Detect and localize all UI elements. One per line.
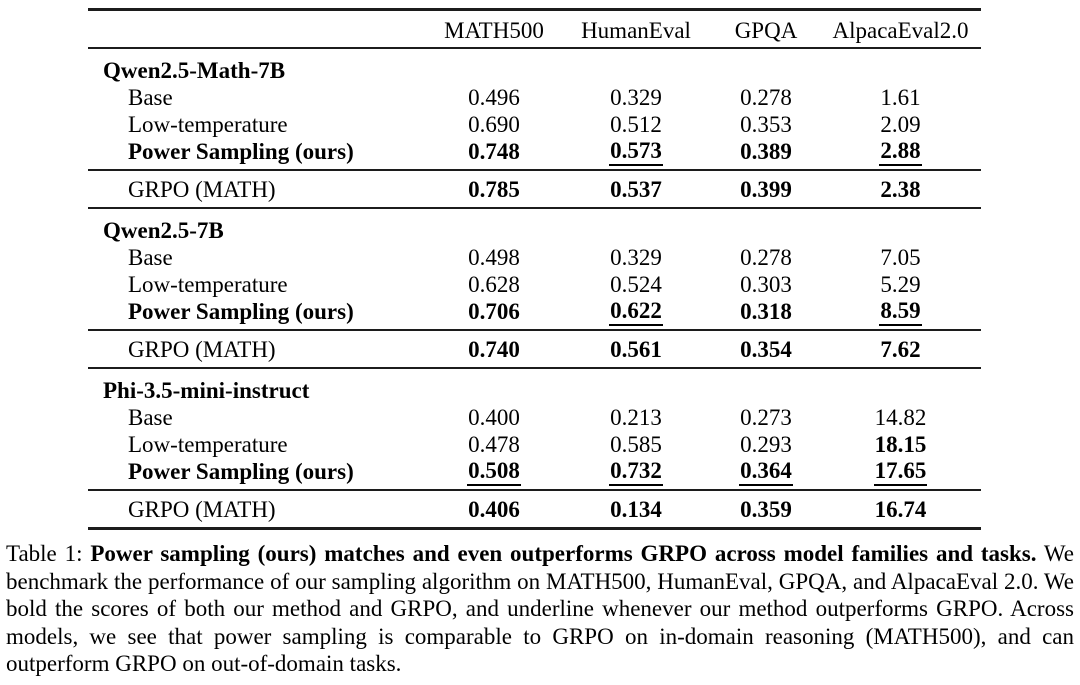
score-value: 0.303 <box>740 272 792 297</box>
score-cell <box>712 139 820 164</box>
method-row <box>88 84 981 111</box>
method-label: Base <box>128 245 173 270</box>
method-label: GRPO (MATH) <box>128 496 276 522</box>
score-cell <box>560 272 712 297</box>
model-group <box>88 209 981 369</box>
score-value: 16.74 <box>874 496 927 522</box>
score-value: 2.88 <box>879 138 921 166</box>
score-cell <box>560 177 712 202</box>
score-value: 0.134 <box>610 496 662 522</box>
score-value: 17.65 <box>874 458 928 486</box>
score-value: 0.690 <box>468 112 520 137</box>
score-cell <box>820 112 981 137</box>
score-cell <box>560 138 712 166</box>
score-value: 0.359 <box>740 496 792 522</box>
score-value: 7.62 <box>880 336 921 362</box>
method-label: Power Sampling (ours) <box>128 139 354 164</box>
score-value: 0.329 <box>610 245 662 270</box>
model-name: Qwen2.5-Math-7B <box>103 58 286 83</box>
score-cell <box>712 432 820 457</box>
score-value: 14.82 <box>874 405 927 430</box>
score-value: 0.748 <box>468 139 520 164</box>
score-value: 0.622 <box>609 298 663 326</box>
method-label: Power Sampling (ours) <box>128 299 354 324</box>
score-cell <box>712 405 820 430</box>
score-value: 0.354 <box>740 336 792 362</box>
method-label: GRPO (MATH) <box>128 336 276 362</box>
score-value: 0.478 <box>468 432 520 457</box>
model-name: Phi-3.5-mini-instruct <box>103 378 310 403</box>
score-cell <box>428 497 560 522</box>
method-label: Low-temperature <box>128 112 288 137</box>
score-value: 0.406 <box>468 496 520 522</box>
score-value: 18.15 <box>874 432 927 457</box>
score-value: 0.732 <box>609 458 663 486</box>
method-label: Power Sampling (ours) <box>128 459 354 484</box>
method-label: Low-temperature <box>128 432 288 457</box>
method-label: Base <box>128 405 173 430</box>
score-cell <box>712 497 820 522</box>
score-cell <box>820 432 981 457</box>
group-separator-line <box>88 527 981 530</box>
score-cell <box>712 245 820 270</box>
score-cell <box>820 85 981 110</box>
score-cell <box>428 432 560 457</box>
score-cell <box>428 245 560 270</box>
grpo-row <box>88 331 981 367</box>
score-value: 1.61 <box>880 85 921 110</box>
column-header: MATH500 <box>444 17 544 43</box>
score-cell <box>820 245 981 270</box>
score-cell <box>712 85 820 110</box>
score-value: 0.273 <box>740 405 792 430</box>
score-value: 5.29 <box>880 272 921 297</box>
model-group <box>88 369 981 530</box>
score-value: 0.353 <box>740 112 792 137</box>
method-label: GRPO (MATH) <box>128 176 276 202</box>
method-row <box>88 298 981 325</box>
score-cell <box>560 497 712 522</box>
score-cell <box>428 405 560 430</box>
score-cell <box>712 177 820 202</box>
score-cell <box>820 272 981 297</box>
table-body <box>88 49 981 530</box>
score-cell <box>428 299 560 324</box>
table-header-row <box>88 11 981 47</box>
score-value: 0.329 <box>610 85 662 110</box>
score-value: 0.508 <box>467 458 521 486</box>
score-value: 2.09 <box>880 112 921 137</box>
score-value: 0.561 <box>610 336 662 362</box>
model-group <box>88 49 981 209</box>
table-caption <box>6 540 1074 678</box>
group-header-row <box>88 217 981 244</box>
group-header-row <box>88 377 981 404</box>
score-cell <box>560 85 712 110</box>
score-cell <box>712 112 820 137</box>
score-cell <box>712 458 820 486</box>
score-value: 0.213 <box>610 405 662 430</box>
caption-headline: Power sampling (ours) matches and even outperforms GRPO across model families and tasks. <box>90 541 1037 566</box>
score-value: 0.399 <box>740 176 792 202</box>
score-cell <box>820 458 981 486</box>
score-cell <box>712 299 820 324</box>
score-value: 0.585 <box>610 432 662 457</box>
score-value: 0.389 <box>740 139 792 164</box>
score-value: 8.59 <box>879 298 921 326</box>
score-cell <box>820 337 981 362</box>
caption-label: Table 1: <box>6 541 83 566</box>
score-value: 0.278 <box>740 85 792 110</box>
method-row <box>88 244 981 271</box>
score-value: 0.400 <box>468 405 520 430</box>
score-cell <box>820 177 981 202</box>
method-row <box>88 404 981 431</box>
score-value: 0.498 <box>468 245 520 270</box>
grpo-row <box>88 491 981 527</box>
score-value: 0.364 <box>739 458 793 486</box>
score-cell <box>560 245 712 270</box>
score-cell <box>712 272 820 297</box>
column-header: AlpacaEval2.0 <box>832 17 969 43</box>
score-value: 0.512 <box>610 112 662 137</box>
grpo-row <box>88 171 981 207</box>
score-cell <box>560 298 712 326</box>
score-value: 0.628 <box>468 272 520 297</box>
score-cell <box>428 337 560 362</box>
results-table <box>88 8 981 530</box>
score-cell <box>712 337 820 362</box>
column-header: HumanEval <box>581 17 691 43</box>
method-label: Low-temperature <box>128 272 288 297</box>
score-cell <box>820 298 981 326</box>
score-value: 0.573 <box>609 138 663 166</box>
score-value: 0.524 <box>610 272 662 297</box>
caption-body: We benchmark the performance of our sampling algorithm on MATH500, HumanEval, GPQA, and AlpacaEval 2.0. We bold the scores of both our method and GRPO, and underline whenever our method outperforms GRPO. Across models, we see that power sampling is comparable to GRPO on in-domain reasoning (MATH500), and can outperform GRPO on out-of-domain tasks. <box>6 541 1074 676</box>
score-value: 0.293 <box>740 432 792 457</box>
method-label: Base <box>128 85 173 110</box>
score-cell <box>428 177 560 202</box>
score-cell <box>428 139 560 164</box>
score-cell <box>820 138 981 166</box>
score-cell <box>428 85 560 110</box>
score-cell <box>560 432 712 457</box>
score-cell <box>428 112 560 137</box>
score-value: 7.05 <box>880 245 921 270</box>
score-value: 0.785 <box>468 176 520 202</box>
score-cell <box>820 497 981 522</box>
method-row <box>88 138 981 165</box>
group-header-row <box>88 57 981 84</box>
method-row <box>88 111 981 138</box>
score-value: 0.496 <box>468 85 520 110</box>
score-value: 0.278 <box>740 245 792 270</box>
score-cell <box>560 112 712 137</box>
score-cell <box>428 272 560 297</box>
score-value: 0.318 <box>740 299 792 324</box>
score-value: 0.537 <box>610 176 662 202</box>
model-name: Qwen2.5-7B <box>103 218 224 243</box>
score-cell <box>560 337 712 362</box>
method-row <box>88 458 981 485</box>
method-row <box>88 431 981 458</box>
score-cell <box>560 458 712 486</box>
score-value: 2.38 <box>880 176 921 202</box>
method-row <box>88 271 981 298</box>
score-cell <box>428 458 560 486</box>
score-cell <box>560 405 712 430</box>
score-value: 0.706 <box>468 299 520 324</box>
column-header: GPQA <box>734 17 798 43</box>
score-cell <box>820 405 981 430</box>
score-value: 0.740 <box>468 336 520 362</box>
